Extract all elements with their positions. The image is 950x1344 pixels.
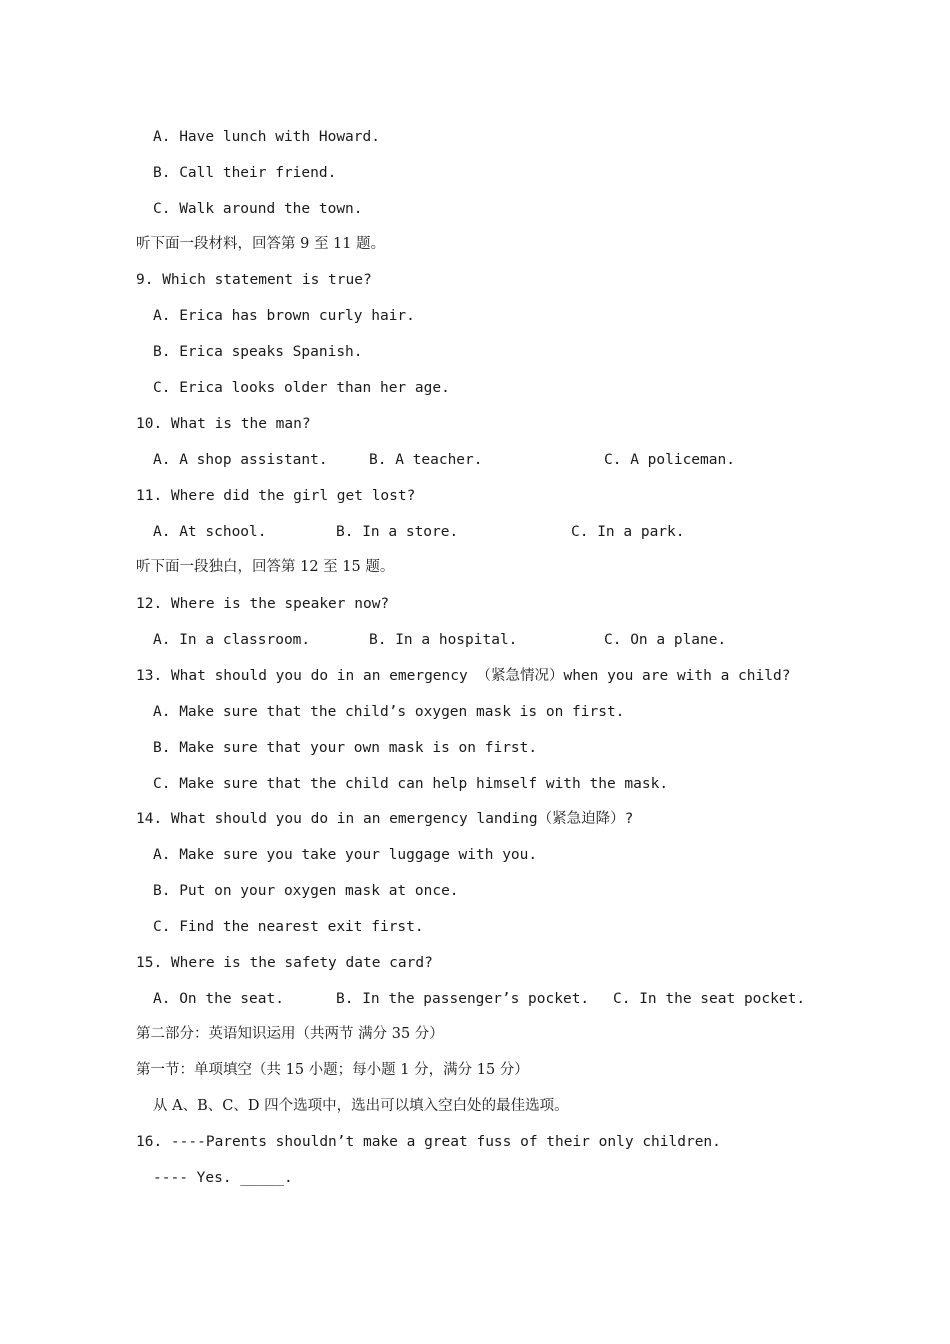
q12-option-b: B. In a hospital. — [369, 632, 518, 648]
q11-option-c: C. In a park. — [571, 524, 685, 540]
q12-options — [153, 629, 853, 651]
q10-option-b: B. A teacher. — [369, 452, 483, 468]
q9-option-a: A. Erica has brown curly hair. — [153, 308, 415, 324]
q10-options — [153, 449, 853, 471]
q11-option-a: A. At school. — [153, 524, 267, 540]
q13-option-b: B. Make sure that your own mask is on first. — [153, 740, 538, 756]
q11-question: 11. Where did the girl get lost? — [136, 488, 416, 504]
q12-question: 12. Where is the speaker now? — [136, 596, 390, 612]
q16-reply: ---- Yes. _____. — [153, 1170, 293, 1186]
q15-option-c: C. In the seat pocket. — [613, 991, 806, 1007]
q8-option-c: C. Walk around the town. — [153, 201, 363, 217]
part2-instruction: 从 A、B、C、D 四个选项中，选出可以填入空白处的最佳选项。 — [153, 1098, 569, 1114]
q14-question: 14. What should you do in an emergency landing（紧急迫降）? — [136, 811, 634, 827]
q14-option-a: A. Make sure you take your luggage with you. — [153, 847, 538, 863]
q8-option-a: A. Have lunch with Howard. — [153, 129, 380, 145]
q13-question: 13. What should you do in an emergency （紧急情况）when you are with a child? — [136, 668, 791, 684]
q9-option-b: B. Erica speaks Spanish. — [153, 344, 363, 360]
q13-option-a: A. Make sure that the child’s oxygen mask is on first. — [153, 704, 625, 720]
part2-title: 第二部分：英语知识运用（共两节 满分 35 分） — [136, 1026, 444, 1042]
q12-option-a: A. In a classroom. — [153, 632, 311, 648]
section-heading-9-11: 听下面一段材料，回答第 9 至 11 题。 — [136, 236, 386, 252]
q11-options — [153, 521, 853, 543]
q15-options — [153, 988, 853, 1010]
q15-question: 15. Where is the safety date card? — [136, 955, 433, 971]
q10-option-a: A. A shop assistant. — [153, 452, 328, 468]
q9-question: 9. Which statement is true? — [136, 272, 372, 288]
q13-option-c: C. Make sure that the child can help himself with the mask. — [153, 776, 669, 792]
q14-option-b: B. Put on your oxygen mask at once. — [153, 883, 459, 899]
part2-section1-title: 第一节：单项填空（共 15 小题；每小题 1 分，满分 15 分） — [136, 1062, 529, 1078]
q10-question: 10. What is the man? — [136, 416, 311, 432]
q12-option-c: C. On a plane. — [604, 632, 727, 648]
q10-option-c: C. A policeman. — [604, 452, 735, 468]
q16-question: 16. ----Parents shouldn’t make a great fuss of their only children. — [136, 1134, 721, 1150]
q15-option-b: B. In the passenger’s pocket. — [336, 991, 590, 1007]
q8-option-b: B. Call their friend. — [153, 165, 337, 181]
q14-option-c: C. Find the nearest exit first. — [153, 919, 424, 935]
q15-option-a: A. On the seat. — [153, 991, 284, 1007]
q9-option-c: C. Erica looks older than her age. — [153, 380, 450, 396]
q11-option-b: B. In a store. — [336, 524, 459, 540]
section-heading-12-15: 听下面一段独白，回答第 12 至 15 题。 — [136, 559, 395, 575]
